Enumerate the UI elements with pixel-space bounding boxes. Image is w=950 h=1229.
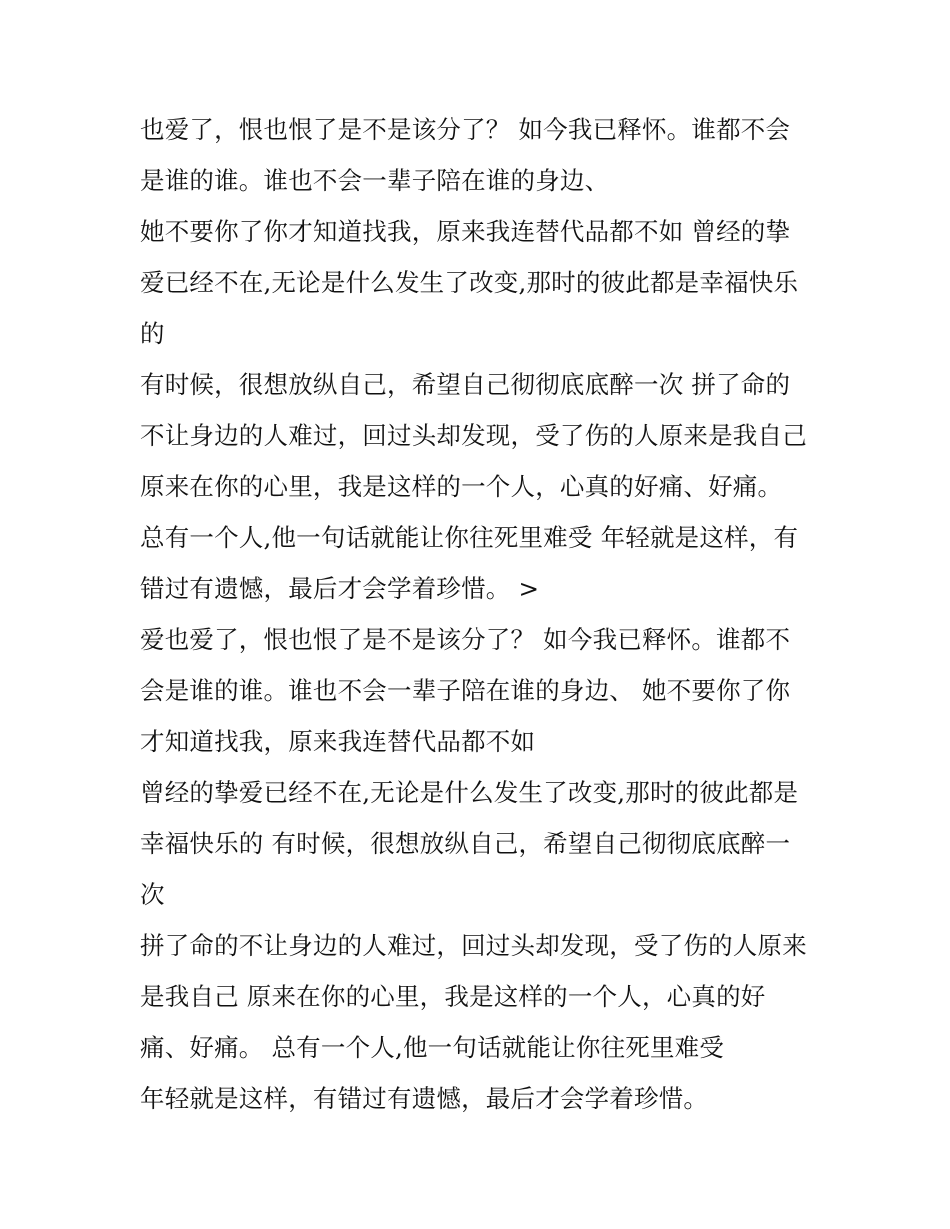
text-line: 爱也爱了，恨也恨了是不是该分了？ 如今我已释怀。谁都不	[140, 625, 791, 654]
text-line: 是我自己 原来在你的心里，我是这样的一个人，心真的好	[140, 982, 766, 1011]
text-line: 次	[140, 880, 165, 909]
body-text	[140, 104, 820, 1124]
text-line: 的	[140, 319, 165, 348]
text-line: 她不要你了你才知道找我，原来我连替代品都不如 曾经的挚	[140, 217, 791, 246]
text-line: 有时候，很想放纵自己，希望自己彻彻底底醉一次 拼了命的	[140, 370, 791, 399]
text-line: 曾经的挚爱已经不在,无论是什么发生了改变,那时的彼此都是	[140, 778, 799, 807]
text-line: 也爱了，恨也恨了是不是该分了？ 如今我已释怀。谁都不会	[140, 115, 791, 144]
text-line: 原来在你的心里，我是这样的一个人，心真的好痛、好痛。	[140, 472, 783, 501]
text-line: 会是谁的谁。谁也不会一辈子陪在谁的身边、 她不要你了你	[140, 676, 791, 705]
text-line: 总有一个人,他一句话就能让你往死里难受 年轻就是这样，有	[140, 523, 799, 552]
text-line: 幸福快乐的 有时候，很想放纵自己，希望自己彻彻底底醉一	[140, 829, 791, 858]
text-line: 不让身边的人难过，回过头却发现，受了伤的人原来是我自己	[140, 421, 807, 450]
text-line: 错过有遗憾，最后才会学着珍惜。 >	[140, 574, 540, 603]
text-line: 是谁的谁。谁也不会一辈子陪在谁的身边、	[140, 166, 610, 195]
text-line: 爱已经不在,无论是什么发生了改变,那时的彼此都是幸福快乐	[140, 268, 799, 297]
text-line: 拼了命的不让身边的人难过，回过头却发现，受了伤的人原来	[140, 931, 807, 960]
text-line: 年轻就是这样，有错过有遗憾，最后才会学着珍惜。	[140, 1084, 709, 1113]
text-line: 痛、好痛。 总有一个人,他一句话就能让你往死里难受	[140, 1033, 725, 1062]
text-line: 才知道找我，原来我连替代品都不如	[140, 727, 536, 756]
